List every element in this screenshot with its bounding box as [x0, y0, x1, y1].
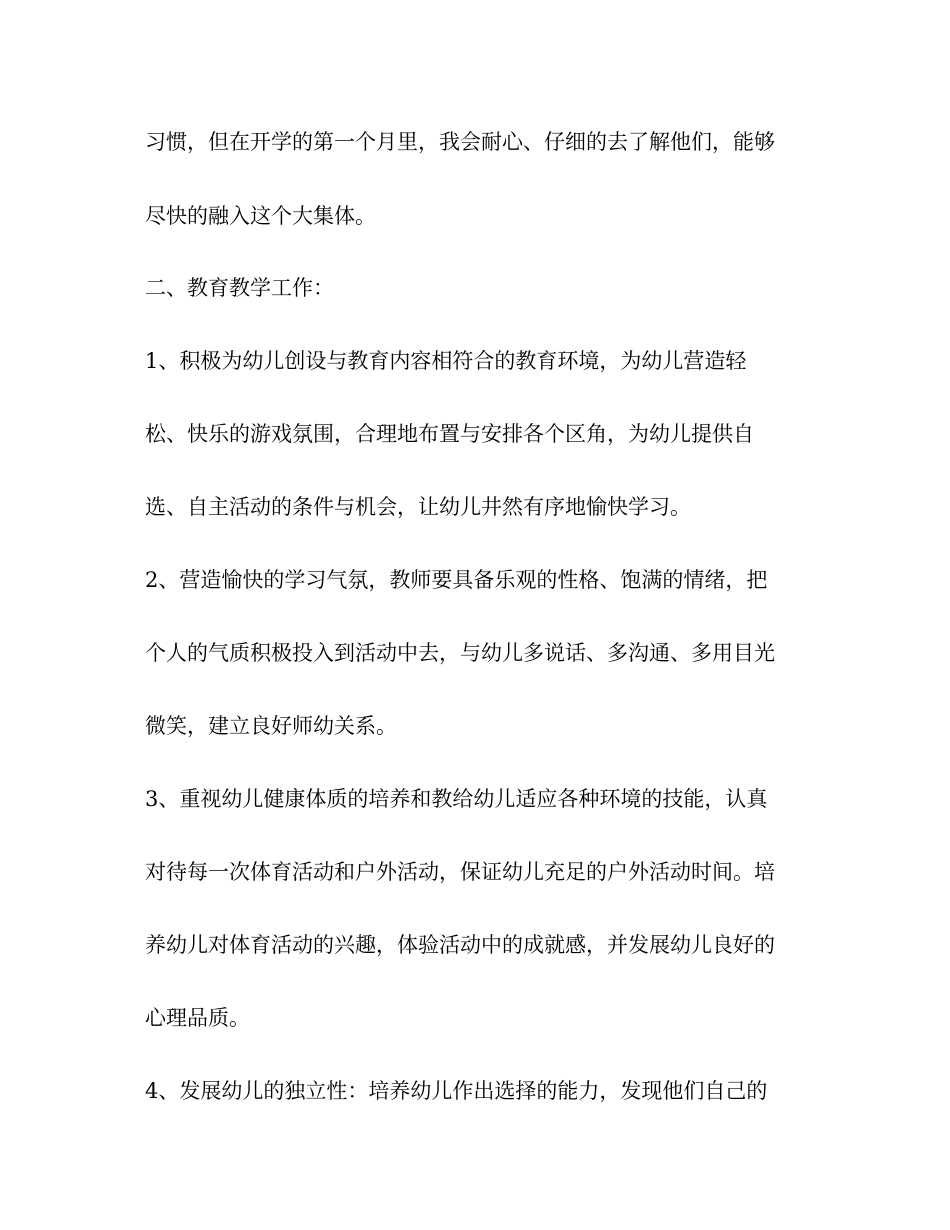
text-line: 习惯，但在开学的第一个月里，我会耐心、仔细的去了解他们，能够	[145, 130, 775, 154]
text-line: 3、重视幼儿健康体质的培养和教给幼儿适应各种环境的技能，认真	[145, 787, 768, 811]
text-line: 个人的气质积极投入到活动中去，与幼儿多说话、多沟通、多用目光	[145, 641, 775, 665]
text-line: 松、快乐的游戏氛围，合理地布置与安排各个区角，为幼儿提供自	[145, 422, 754, 446]
text-line: 4、发展幼儿的独立性：培养幼儿作出选择的能力，发现他们自己的	[145, 1079, 768, 1103]
text-line: 对待每一次体育活动和户外活动，保证幼儿充足的户外活动时间。培	[145, 860, 775, 884]
text-line: 1、积极为幼儿创设与教育内容相符合的教育环境，为幼儿营造轻	[145, 349, 747, 373]
text-line: 养幼儿对体育活动的兴趣，体验活动中的成就感，并发展幼儿良好的	[145, 933, 775, 957]
section-heading: 二、教育教学工作：	[145, 276, 334, 300]
text-line: 心理品质。	[145, 1006, 250, 1030]
text-line: 2、营造愉快的学习气氛，教师要具备乐观的性格、饱满的情绪，把	[145, 568, 768, 592]
text-line: 选、自主活动的条件与机会，让幼儿井然有序地愉快学习。	[145, 495, 691, 519]
text-line: 微笑，建立良好师幼关系。	[145, 714, 397, 738]
text-line: 尽快的融入这个大集体。	[145, 204, 376, 228]
